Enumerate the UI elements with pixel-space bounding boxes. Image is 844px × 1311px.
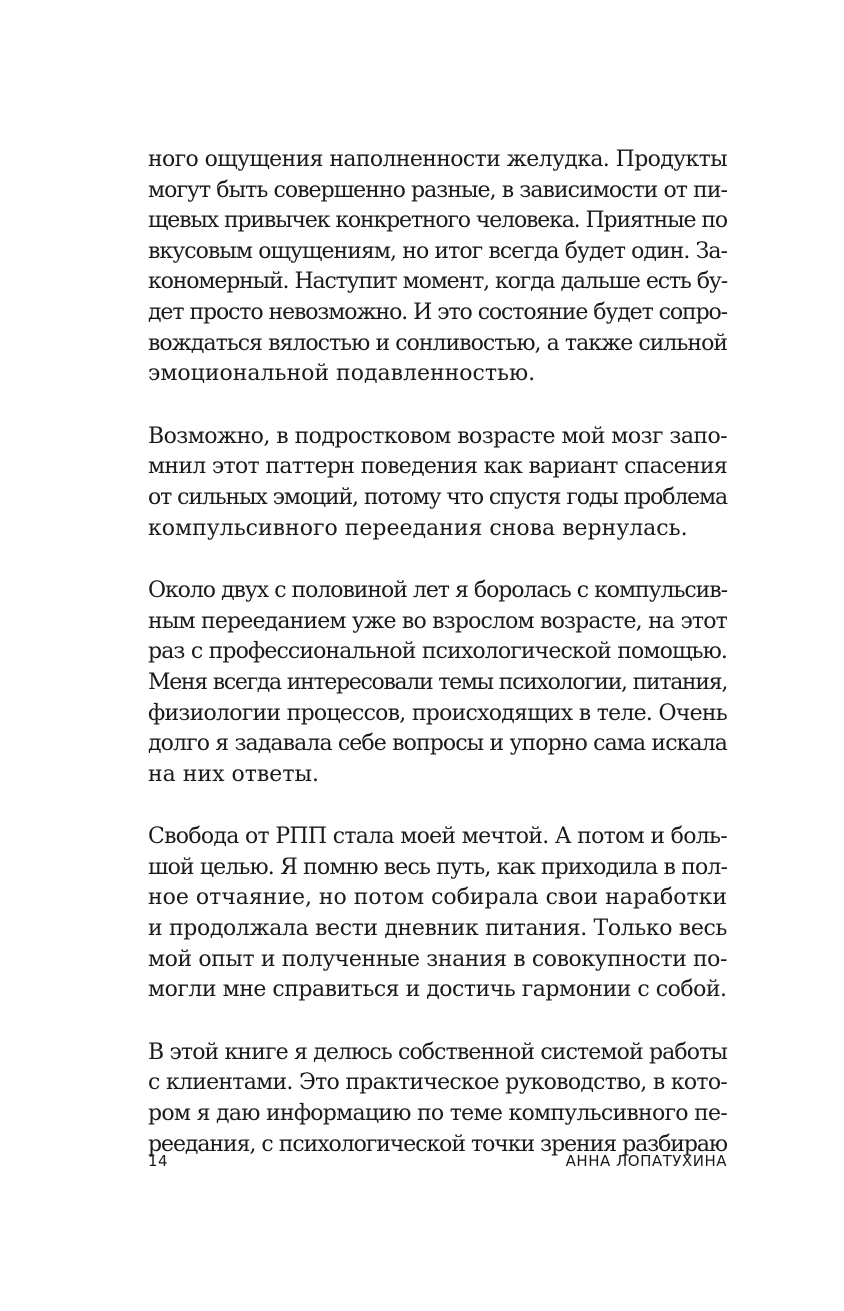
text-line: с клиентами. Это практическое руководство, в кото-: [148, 1070, 727, 1096]
text-line: эмоциональной подавленностью.: [148, 361, 536, 387]
text-line: Возможно, в подростковом возрасте мой мозг запо-: [148, 423, 727, 449]
paragraph-3: [148, 576, 727, 790]
body-text: [148, 145, 727, 1192]
text-line: В этой книге я делюсь собственной системой работы: [148, 1039, 727, 1065]
text-line: ное отчаяние, но потом собирала свои наработки: [148, 885, 727, 911]
paragraph-2: [148, 422, 727, 544]
paragraph-5: [148, 1038, 727, 1160]
text-line: дет просто невозможно. И это состояние будет сопро-: [148, 299, 727, 325]
text-line: долго я задавала себе вопросы и упорно сама искала: [148, 731, 727, 757]
text-line: и продолжала вести дневник питания. Только весь: [148, 916, 727, 942]
text-line: раз с профессиональной психологической помощью.: [148, 639, 727, 665]
text-line: ром я даю информацию по теме компульсивного пе-: [148, 1101, 727, 1127]
text-line: Около двух с половиной лет я боролась с компульсив-: [148, 578, 727, 604]
text-line: компульсивного переедания снова вернулась.: [148, 515, 688, 541]
paragraph-1: [148, 145, 727, 390]
text-line: реедания, с психологической точки зрения разбираю: [148, 1131, 727, 1157]
running-head-author: АННА ЛОПАТУХИНА: [565, 1152, 727, 1170]
paragraph-4: [148, 822, 727, 1006]
page-number: 14: [148, 1152, 169, 1170]
page-footer: [148, 1152, 727, 1176]
text-line: кономерный. Наступит момент, когда дальше есть бу-: [148, 269, 727, 295]
text-line: щевых привычек конкретного человека. Приятные по: [148, 208, 727, 234]
text-line: ным перееданием уже во взрослом возрасте, на этот: [148, 608, 727, 634]
text-line: на них ответы.: [148, 761, 319, 787]
text-line: ного ощущения наполненности желудка. Продукты: [148, 147, 727, 172]
text-line: могли мне справиться и достичь гармонии с собой.: [148, 977, 727, 1003]
text-line: могут быть совершенно разные, в зависимости от пи-: [148, 177, 727, 203]
text-line: физиологии процессов, происходящих в теле. Очень: [148, 700, 727, 726]
text-line: вождаться вялостью и сонливостью, а также сильной: [148, 330, 727, 356]
text-line: от сильных эмоций, потому что спустя годы проблема: [148, 484, 727, 510]
text-line: Меня всегда интересовали темы психологии, питания,: [148, 669, 727, 695]
text-line: мой опыт и полученные знания в совокупности по-: [148, 946, 727, 972]
text-line: вкусовым ощущениям, но итог всегда будет один. За-: [148, 238, 727, 264]
text-line: мнил этот паттерн поведения как вариант спасения: [148, 454, 727, 480]
text-line: шой целью. Я помню весь путь, как приходила в пол-: [148, 854, 727, 880]
text-line: Свобода от РПП стала моей мечтой. А потом и боль-: [148, 824, 727, 850]
